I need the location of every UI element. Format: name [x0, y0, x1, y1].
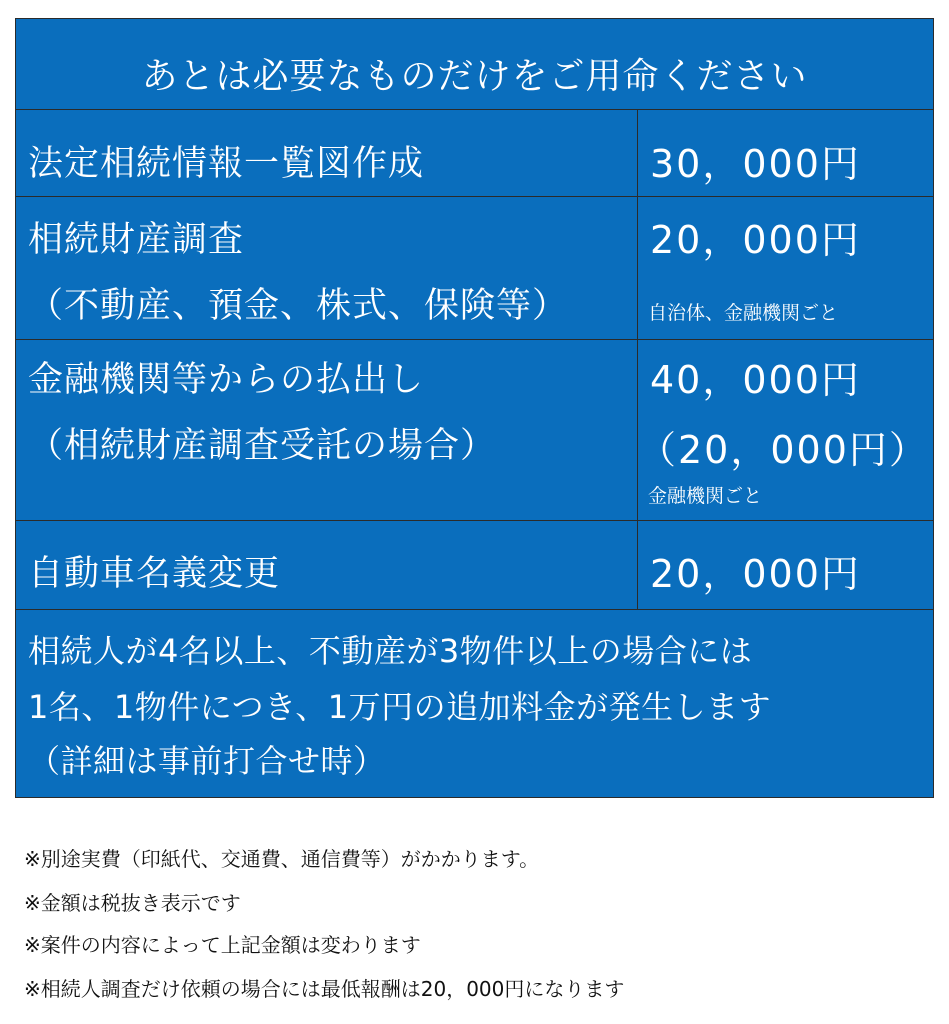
item-sublabel: （相続財産調査受託の場合） — [28, 426, 497, 466]
notice-line: （詳細は事前打合せ時） — [28, 742, 386, 780]
item-price: 20，000円 — [650, 552, 861, 596]
divider — [16, 520, 933, 521]
divider — [16, 196, 933, 197]
price-note: 金融機関ごと — [648, 485, 763, 507]
item-price: 30，000円 — [650, 142, 861, 186]
notice-line: 1名、1物件につき、1万円の追加料金が発生します — [28, 688, 772, 726]
table-header: あとは必要なものだけをご用命ください — [141, 56, 808, 97]
item-label: 金融機関等からの払出し — [28, 360, 425, 400]
item-sublabel: （不動産、預金、株式、保険等） — [28, 286, 569, 326]
item-label: 自動車名義変更 — [28, 554, 281, 594]
notice-line: 相続人が4名以上、不動産が3物件以上の場合には — [28, 632, 753, 670]
footnote: ※相続人調査だけ依頼の場合には最低報酬は20，000円になります — [24, 977, 625, 1001]
footnote: ※案件の内容によって上記金額は変わります — [24, 933, 421, 957]
price-note: 自治体、金融機関ごと — [648, 302, 839, 324]
divider — [16, 609, 933, 610]
divider — [16, 339, 933, 340]
price-table — [15, 18, 934, 798]
footnote: ※金額は税抜き表示です — [24, 891, 241, 915]
item-label: 法定相続情報一覧図作成 — [28, 144, 425, 184]
item-price: 40，000円 — [650, 358, 861, 402]
item-price-sub: （20，000円） — [638, 428, 929, 472]
footnote: ※別途実費（印紙代、交通費、通信費等）がかかります。 — [24, 847, 540, 871]
column-divider — [637, 109, 638, 609]
divider — [16, 109, 933, 110]
item-price: 20，000円 — [650, 218, 861, 262]
item-label: 相続財産調査 — [28, 220, 245, 260]
